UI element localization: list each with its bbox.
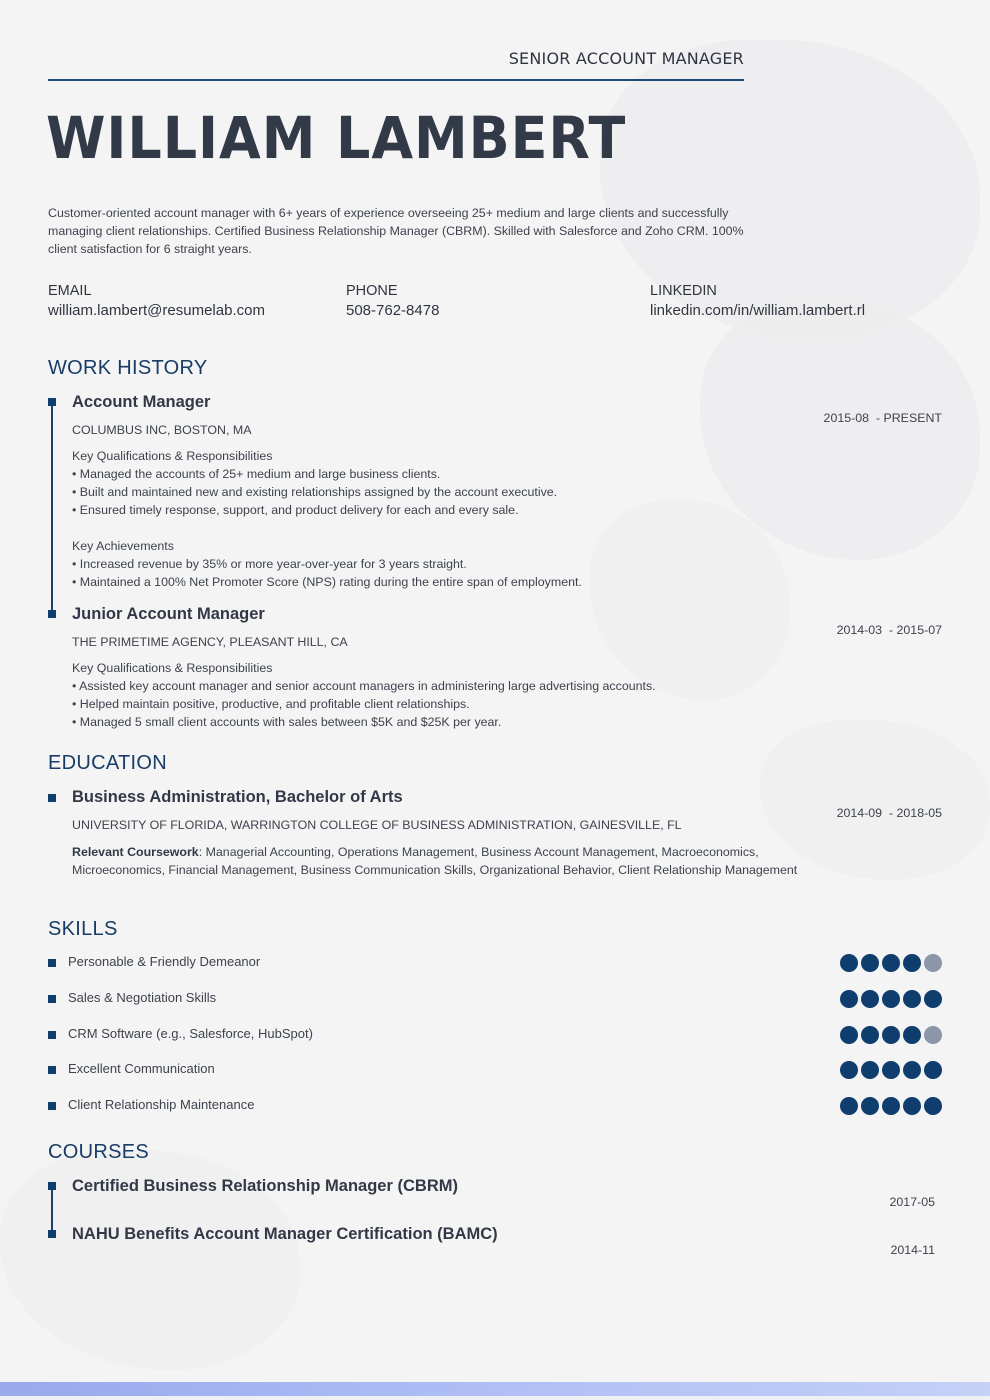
courses-timeline-line	[51, 1184, 53, 1234]
section-title-skills: SKILLS	[48, 918, 118, 940]
work-timeline-line	[51, 400, 53, 614]
responsibilities-heading: Key Qualifications & Responsibilities	[72, 449, 273, 463]
job-responsibilities-1	[72, 447, 557, 519]
job-title-1: Account Manager	[72, 393, 211, 411]
responsibility-item: • Assisted key account manager and senior account managers in administering large advertising accounts.	[72, 679, 656, 693]
section-title-courses: COURSES	[48, 1141, 150, 1163]
skill-name: Excellent Communication	[68, 1061, 215, 1077]
rating-dot-filled	[840, 1097, 858, 1115]
rating-dot-filled	[882, 954, 900, 972]
linkedin-label: LINKEDIN	[650, 283, 717, 299]
achievements-heading: Key Achievements	[72, 539, 174, 553]
course-name-1: Certified Business Relationship Manager (CBRM)	[72, 1177, 458, 1195]
rating-dot-filled	[903, 1026, 921, 1044]
skill-row	[48, 1061, 942, 1081]
skill-rating	[840, 1097, 942, 1115]
responsibility-item: • Ensured timely response, support, and product delivery for each and every sale.	[72, 503, 519, 517]
rating-dot-filled	[840, 1061, 858, 1079]
skill-row	[48, 1097, 942, 1117]
responsibility-item: • Managed 5 small client accounts with sales between $5K and $25K per year.	[72, 715, 502, 729]
rating-dot-filled	[924, 1061, 942, 1079]
rating-dot-filled	[840, 954, 858, 972]
skill-row	[48, 954, 942, 974]
bullet-square-icon	[48, 1066, 56, 1074]
achievement-item: • Maintained a 100% Net Promoter Score (NPS) rating during the entire span of employment.	[72, 575, 582, 589]
course-date-2: 2014-11	[890, 1243, 935, 1257]
phone-label: PHONE	[346, 283, 398, 299]
education-marker	[48, 794, 56, 802]
linkedin-value[interactable]: linkedin.com/in/william.lambert.rl	[650, 302, 866, 319]
coursework-list: : Managerial Accounting, Operations Management, Business Account Management, Macroeconomics, Microeconomics, Financial Management, Business Communication Skills, Organizational Behavior, Client Relationship Management	[72, 845, 798, 877]
school: UNIVERSITY OF FLORIDA, WARRINGTON COLLEGE OF BUSINESS ADMINISTRATION, GAINESVILLE, FL	[72, 818, 682, 832]
bullet-square-icon	[48, 995, 56, 1003]
achievement-item: • Increased revenue by 35% or more year-over-year for 3 years straight.	[72, 557, 467, 571]
job-responsibilities-2	[72, 659, 656, 731]
bullet-square-icon	[48, 1102, 56, 1110]
section-title-education: EDUCATION	[48, 752, 167, 774]
contact-phone	[346, 283, 439, 319]
skill-name: CRM Software (e.g., Salesforce, HubSpot)	[68, 1025, 313, 1041]
responsibility-item: • Built and maintained new and existing relationships assigned by the account executive.	[72, 485, 558, 499]
job-dates-1: 2015-08 - PRESENT	[823, 411, 942, 425]
rating-dot-filled	[882, 1061, 900, 1079]
coursework	[72, 843, 842, 879]
skill-name: Client Relationship Maintenance	[68, 1097, 255, 1113]
rating-dot-filled	[882, 990, 900, 1008]
job-achievements-1	[72, 537, 582, 591]
job-title-2: Junior Account Manager	[72, 605, 265, 623]
rating-dot-filled	[861, 1097, 879, 1115]
skill-rating	[840, 1061, 942, 1079]
rating-dot-filled	[861, 1026, 879, 1044]
skill-rating	[840, 990, 942, 1008]
rating-dot-filled	[840, 990, 858, 1008]
section-title-work-history: WORK HISTORY	[48, 357, 208, 379]
responsibility-item: • Managed the accounts of 25+ medium and large business clients.	[72, 467, 441, 481]
rating-dot-filled	[861, 1061, 879, 1079]
footer-color-bar	[0, 1382, 990, 1396]
rating-dot-empty	[924, 954, 942, 972]
email-label: EMAIL	[48, 283, 92, 299]
skill-rating	[840, 1026, 942, 1044]
rating-dot-filled	[903, 1061, 921, 1079]
job-company-1: COLUMBUS INC, BOSTON, MA	[72, 423, 252, 437]
skill-name: Sales & Negotiation Skills	[68, 989, 217, 1005]
timeline-marker	[48, 398, 56, 406]
course-date-1: 2017-05	[889, 1195, 935, 1209]
skill-rating	[840, 954, 942, 972]
skill-row	[48, 990, 942, 1010]
rating-dot-filled	[840, 1026, 858, 1044]
responsibility-item: • Helped maintain positive, productive, and profitable client relationships.	[72, 697, 470, 711]
phone-value[interactable]: 508-762-8478	[346, 302, 440, 319]
degree: Business Administration, Bachelor of Arts	[72, 788, 403, 806]
course-marker	[48, 1182, 56, 1190]
rating-dot-filled	[882, 1097, 900, 1115]
course-name-2: NAHU Benefits Account Manager Certification (BAMC)	[72, 1225, 498, 1243]
job-company-2: THE PRIMETIME AGENCY, PLEASANT HILL, CA	[72, 635, 348, 649]
rating-dot-filled	[903, 954, 921, 972]
responsibilities-heading: Key Qualifications & Responsibilities	[72, 661, 273, 675]
job-title: SENIOR ACCOUNT MANAGER	[508, 49, 744, 68]
header-divider	[48, 79, 744, 81]
skill-row	[48, 1026, 942, 1046]
rating-dot-filled	[903, 1097, 921, 1115]
timeline-marker	[48, 610, 56, 618]
rating-dot-filled	[924, 1097, 942, 1115]
contact-email	[48, 283, 265, 319]
bullet-square-icon	[48, 1031, 56, 1039]
email-value[interactable]: william.lambert@resumelab.com	[48, 302, 265, 319]
summary: Customer-oriented account manager with 6+ years of experience overseeing 25+ medium and large clients and successfully managing client relationships. Certified Business Relationship Manager (CBRM). Skilled with Salesforce and Zoho CRM. 100% client satisfaction for 6 straight years.	[48, 206, 744, 256]
rating-dot-filled	[903, 990, 921, 1008]
candidate-name: WILLIAM LAMBERT	[46, 104, 627, 172]
rating-dot-filled	[882, 1026, 900, 1044]
rating-dot-filled	[861, 954, 879, 972]
bullet-square-icon	[48, 959, 56, 967]
contact-linkedin	[650, 283, 865, 319]
education-dates: 2014-09 - 2018-05	[836, 806, 942, 820]
job-dates-2: 2014-03 - 2015-07	[836, 623, 942, 637]
skill-name: Personable & Friendly Demeanor	[68, 954, 261, 969]
rating-dot-filled	[924, 990, 942, 1008]
rating-dot-empty	[924, 1026, 942, 1044]
coursework-label: Relevant Coursework	[72, 845, 199, 859]
course-marker	[48, 1230, 56, 1238]
rating-dot-filled	[861, 990, 879, 1008]
footer-strip	[0, 1396, 990, 1400]
